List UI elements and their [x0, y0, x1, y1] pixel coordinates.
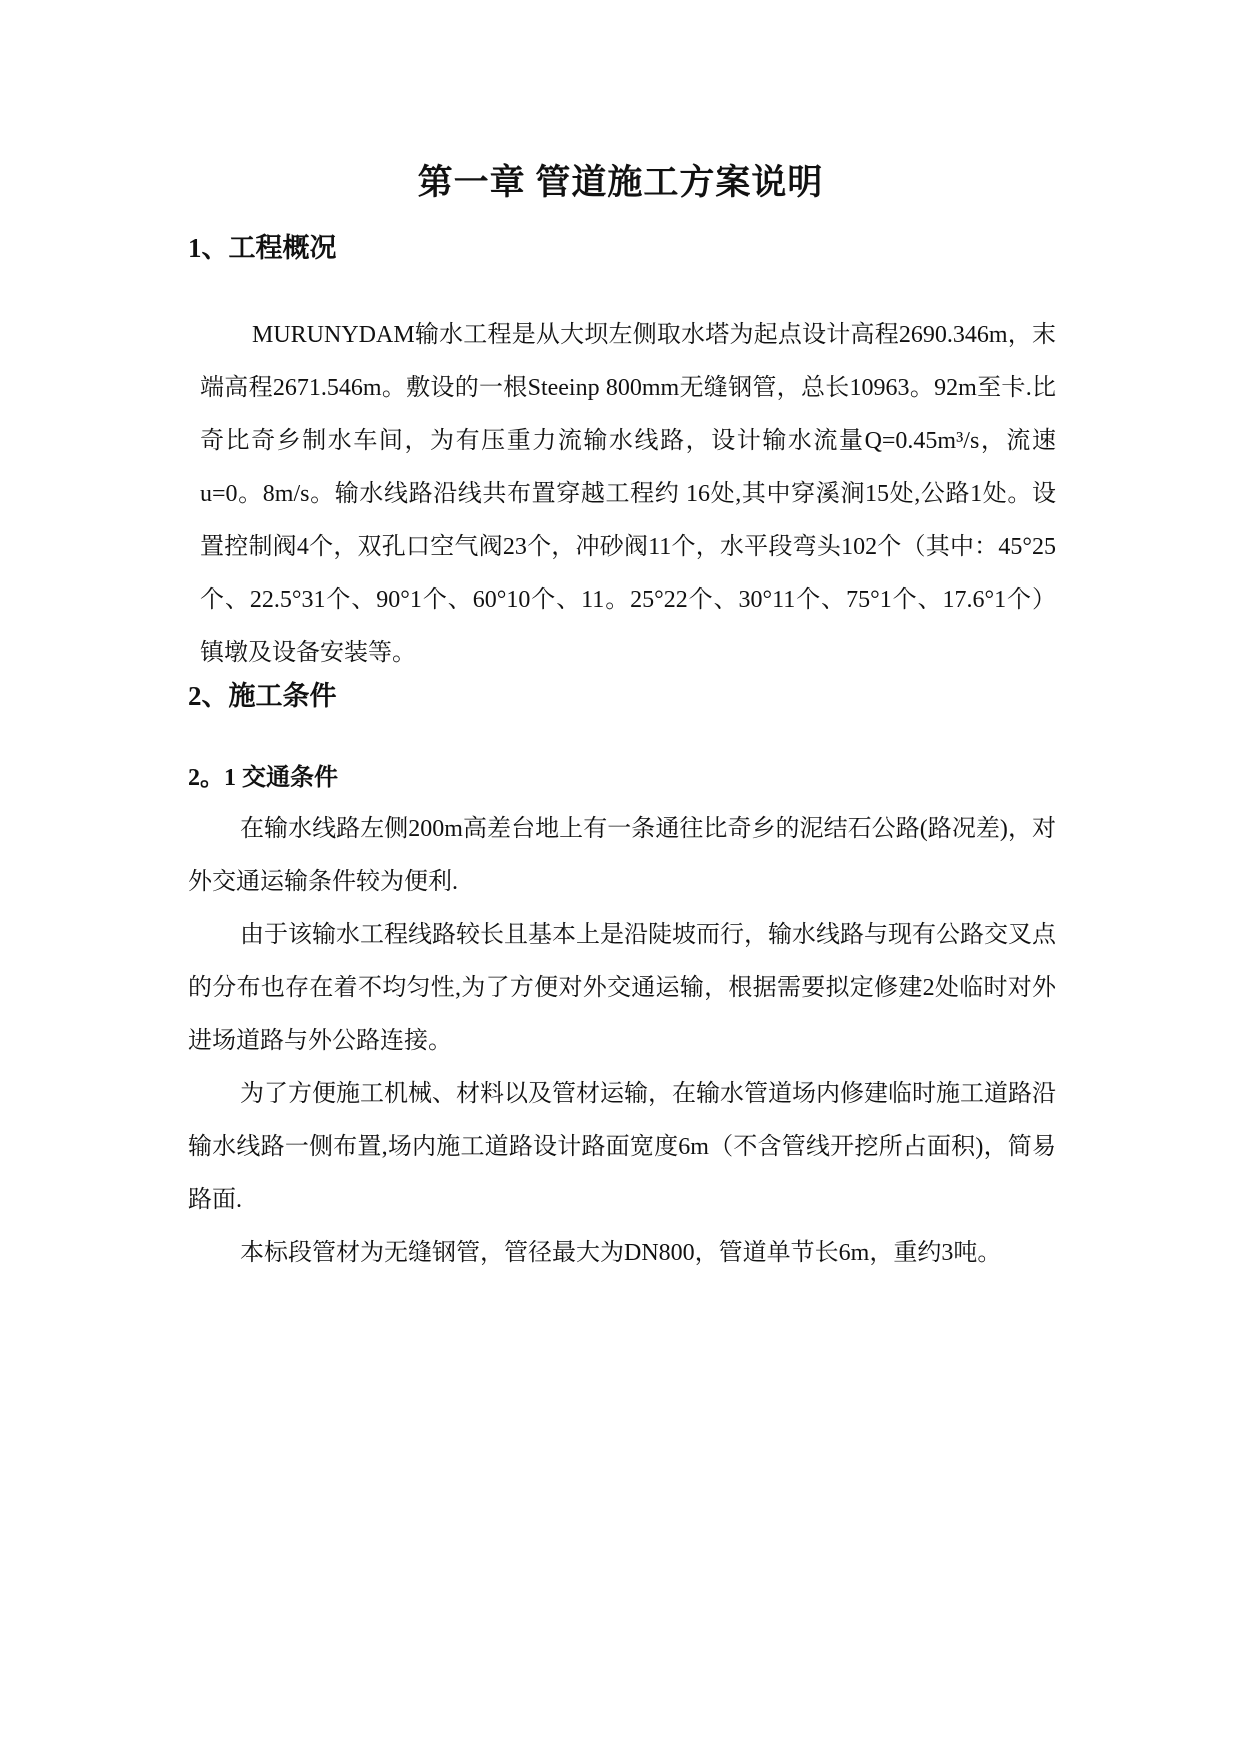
- traffic-paragraph-3: 为了方便施工机械、材料以及管材运输，在输水管道场内修建临时施工道路沿输水线路一侧布置,场内施工道路设计路面宽度6m（不含管线开挖所占面积)，简易路面.: [188, 1081, 1056, 1213]
- subsection-heading-traffic: 2。1 交通条件: [188, 765, 338, 791]
- traffic-paragraph-2: 由于该输水工程线路较长且基本上是沿陡坡而行，输水线路与现有公路交叉点的分布也存在着不均匀性,为了方便对外交通运输，根据需要拟定修建2处临时对外进场道路与外公路连接。: [188, 922, 1056, 1054]
- traffic-paragraph-4: 本标段管材为无缝钢管，管径最大为DN800，管道单节长6m，重约3吨。: [240, 1240, 1002, 1266]
- traffic-paragraph-1: 在输水线路左侧200m高差台地上有一条通往比奇乡的泥结石公路(路况差)，对外交通运输条件较为便利.: [188, 816, 1056, 895]
- section-heading-construction-conditions: 2、施工条件: [188, 681, 337, 711]
- chapter-title: 第一章 管道施工方案说明: [417, 163, 824, 202]
- overview-paragraph: MURUNYDAM输水工程是从大坝左侧取水塔为起点设计高程2690.346m，末端高程2671.546m。敷设的一根Steeinp 800mm无缝钢管，总长10963。92m至卡.比奇比奇乡制水车间，为有压重力流输水线路，设计输水流量Q=0.45m³/s，流速u=0。8m/s。输水线路沿线共布置穿越工程约 16处,其中穿溪涧15处,公路1处。设置控制阀4个，双孔口空气阀23个，冲砂阀11个，水平段弯头102个（其中：45°25个、22.5°31个、90°1个、60°10个、11。25°22个、30°11个、75°1个、17.6°1个）镇墩及设备安装等。: [200, 322, 1056, 666]
- section-heading-overview: 1、工程概况: [188, 233, 337, 263]
